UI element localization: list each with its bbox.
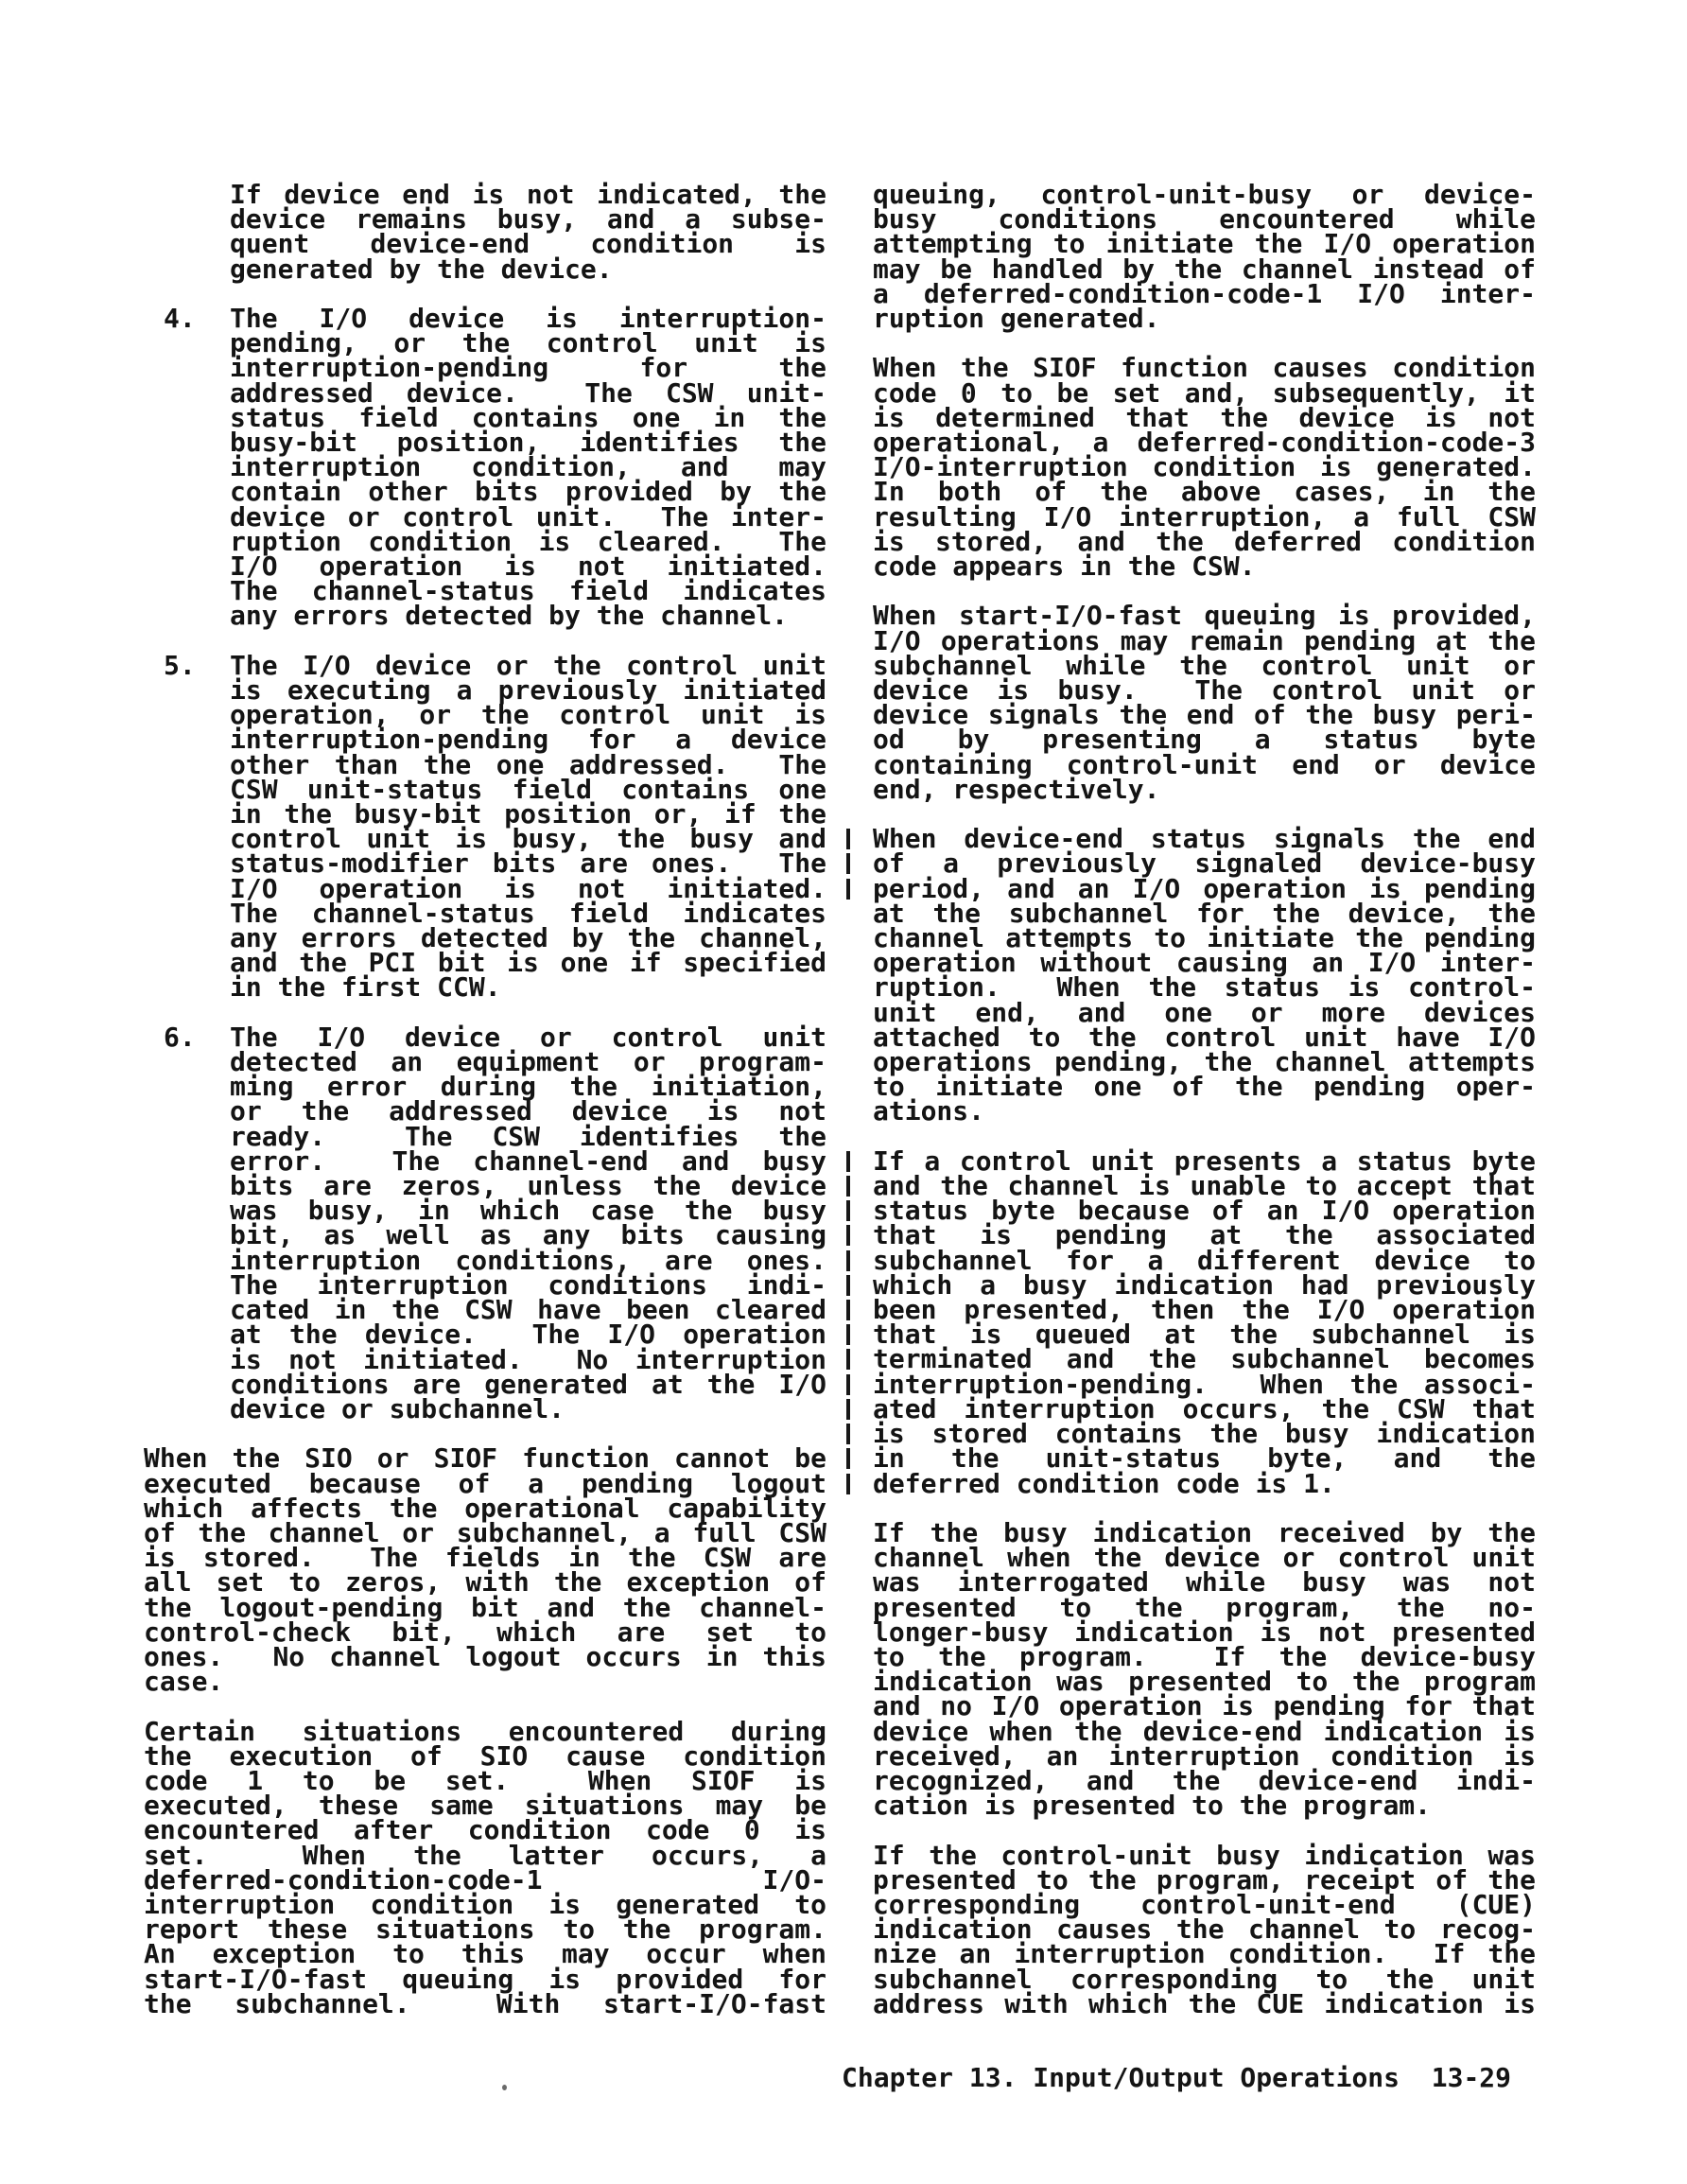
text-line: indication causes the channel to recog- (873, 1913, 1536, 1946)
text-line: ations. (873, 1095, 985, 1127)
numbered-item (144, 303, 826, 632)
text-line: code 1 to be set. When SIOF is (144, 1764, 826, 1796)
text-line: If the control-unit busy indication was (873, 1839, 1536, 1871)
text-line: The I/O device or control unit (230, 1021, 826, 1053)
text-line: is determined that the device is not (873, 401, 1536, 433)
paragraph (873, 600, 1536, 805)
list-item-number: 4. (164, 303, 196, 334)
text-line-changed: and the channel is unable to accept that (873, 1170, 1536, 1202)
text-line: subchannel corresponding to the unit (873, 1963, 1536, 1995)
text-line: control unit is busy, the busy and (230, 823, 826, 855)
text-line: operational, a deferred-condition-code-3 (873, 427, 1536, 459)
paragraph (873, 1839, 1536, 2019)
numbered-item (144, 649, 826, 1004)
text-line: the execution of SIO cause condition (144, 1739, 826, 1772)
text-line: cated in the CSW have been cleared (230, 1294, 826, 1326)
text-line: conditions are generated at the I/O (230, 1368, 826, 1400)
text-line: detected an equipment or program- (230, 1046, 826, 1078)
paragraph (144, 1442, 826, 1698)
text-line: presented to the program, receipt of the (873, 1863, 1536, 1896)
text-line: recognized, and the device-end indi- (873, 1764, 1536, 1796)
text-line: subchannel while the control unit or (873, 649, 1536, 681)
text-line-changed: of a previously signaled device-busy (873, 847, 1536, 880)
text-line: set. When the latter occurs, a (144, 1839, 826, 1871)
text-line: in the first CCW. (230, 971, 501, 1004)
text-line: operation without causing an I/O inter- (873, 947, 1536, 979)
text-line: attached to the control unit have I/O (873, 1021, 1536, 1053)
text-line: interruption condition is generated to (144, 1888, 826, 1920)
text-line: deferred-condition-code-1 I/O- (144, 1863, 826, 1896)
text-line: device is busy. The control unit or (873, 674, 1536, 707)
text-line: queuing, control-unit-busy or device- (873, 179, 1536, 210)
text-line: The interruption conditions indi- (230, 1268, 826, 1301)
list-item-number: 5. (164, 649, 196, 681)
text-line-changed: terminated and the subchannel becomes (873, 1343, 1536, 1375)
text-line: any errors detected by the channel, (230, 922, 826, 954)
text-line: ruption condition is cleared. The (230, 525, 826, 557)
text-line: When the SIOF function causes condition (873, 352, 1536, 384)
text-line-changed: status byte because of an I/O operation (873, 1195, 1536, 1227)
text-line: of the channel or subchannel, a full CSW (144, 1516, 826, 1548)
text-line: is not initiated. No interruption (230, 1343, 826, 1375)
text-line: interruption-pending for a device (230, 724, 826, 756)
numbered-item (144, 1021, 826, 1424)
text-line: The channel-status field indicates (230, 575, 826, 607)
text-line: code 0 to be set and, subsequently, it (873, 376, 1536, 409)
text-line: channel attempts to initiate the pending (873, 922, 1536, 954)
text-line: any errors detected by the channel. (230, 600, 789, 632)
text-line: I/O operation is not initiated. (230, 550, 826, 583)
text-line: is stored, and the deferred condition (873, 525, 1536, 557)
text-line: presented to the program, the no- (873, 1591, 1536, 1623)
text-line: operation, or the control unit is (230, 699, 826, 731)
text-line-changed: in the unit-status byte, and the (873, 1442, 1536, 1475)
text-line: device or control unit. The inter- (230, 500, 826, 533)
text-line-changed: is stored contains the busy indication (873, 1418, 1536, 1450)
text-line: may be handled by the channel instead of (873, 253, 1536, 285)
text-line: bits are zeros, unless the device (230, 1170, 826, 1202)
text-line-changed: ated interruption occurs, the CSW that (873, 1392, 1536, 1424)
text-line: If the busy indication received by the (873, 1516, 1536, 1548)
text-line: status-modifier bits are ones. The (230, 847, 826, 880)
text-line: I/O-interruption condition is generated. (873, 451, 1536, 483)
text-line: generated by the device. (230, 253, 613, 285)
text-line: to the program. If the device-busy (873, 1640, 1536, 1672)
paragraph (144, 1715, 826, 2019)
text-line-changed: When device-end status signals the end (873, 823, 1536, 855)
text-line: cation is presented to the program. (873, 1790, 1432, 1822)
text-line: contain other bits provided by the (230, 476, 826, 508)
text-line: unit end, and one or more devices (873, 996, 1536, 1028)
text-line: The I/O device is interruption- (230, 303, 826, 334)
text-line: An exception to this may occur when (144, 1938, 826, 1970)
text-line: ming error during the initiation, (230, 1071, 826, 1103)
text-line-changed: that is queued at the subchannel is (873, 1319, 1536, 1351)
text-line: status field contains one in the (230, 401, 826, 433)
text-line-changed: interruption-pending. When the associ- (873, 1368, 1536, 1400)
text-line: busy-bit position, identifies the (230, 427, 826, 459)
text-line: containing control-unit end or device (873, 748, 1536, 780)
text-line: addressed device. The CSW unit- (230, 376, 826, 409)
text-line: operations pending, the channel attempts (873, 1046, 1536, 1078)
text-line: a deferred-condition-code-1 I/O inter- (873, 277, 1536, 309)
text-line: device when the device-end indication is (873, 1715, 1536, 1747)
text-line: at the device. The I/O operation (230, 1319, 826, 1351)
text-line: busy conditions encountered while (873, 203, 1536, 236)
text-line: end, respectively. (873, 773, 1160, 805)
text-line: report these situations to the program. (144, 1913, 826, 1946)
text-line: Certain situations encountered during (144, 1715, 826, 1747)
paragraph (873, 352, 1536, 583)
text-line: or the addressed device is not (230, 1095, 826, 1127)
text-line: I/O operation is not initiated. (230, 872, 826, 904)
text-line: device signals the end of the busy peri- (873, 699, 1536, 731)
text-line: ruption generated. (873, 303, 1160, 335)
text-line: executed because of a pending logout (144, 1467, 826, 1499)
text-line: corresponding control-unit-end (CUE) (873, 1888, 1536, 1920)
paragraph (873, 823, 1536, 1127)
text-line: address with which the CUE indication is (873, 1987, 1536, 2019)
text-line: control-check bit, which are set to (144, 1616, 826, 1648)
text-line: interruption-pending for the (230, 352, 826, 384)
text-line: start-I/O-fast queuing is provided for (144, 1963, 826, 1995)
text-line: The channel-status field indicates (230, 897, 826, 929)
text-line: longer-busy indication is not presented (873, 1616, 1536, 1648)
text-line-changed: period, and an I/O operation is pending (873, 872, 1536, 904)
text-line: If device end is not indicated, the (230, 179, 826, 210)
text-line: When the SIO or SIOF function cannot be (144, 1442, 826, 1475)
paragraph (873, 179, 1536, 335)
text-line: the subchannel. With start-I/O-fast (144, 1987, 826, 2019)
text-line: ones. No channel logout occurs in this (144, 1640, 826, 1672)
paragraph (873, 1144, 1536, 1499)
text-line-changed: If a control unit presents a status byte (873, 1144, 1536, 1177)
text-line: The I/O device or the control unit (230, 649, 826, 681)
text-line: encountered after condition code 0 is (144, 1814, 826, 1846)
text-line-changed: been presented, then the I/O operation (873, 1294, 1536, 1326)
text-line: was busy, in which case the busy (230, 1195, 826, 1227)
text-line: ruption. When the status is control- (873, 971, 1536, 1004)
text-line: bit, as well as any bits causing (230, 1219, 826, 1251)
text-line: I/O operations may remain pending at the (873, 624, 1536, 656)
text-line: was interrogated while busy was not (873, 1566, 1536, 1599)
text-line: ready. The CSW identifies the (230, 1120, 826, 1152)
paragraph (873, 1516, 1536, 1822)
text-line: executed, these same situations may be (144, 1790, 826, 1822)
text-line: channel when the device or control unit (873, 1542, 1536, 1574)
text-line-changed: subchannel for a different device to (873, 1244, 1536, 1276)
text-line: code appears in the CSW. (873, 550, 1256, 583)
text-line: which affects the operational capability (144, 1492, 826, 1524)
text-line: error. The channel-end and busy (230, 1144, 826, 1177)
scan-speck (502, 2085, 507, 2090)
page-footer: Chapter 13. Input/Output Operations 13-29 (842, 2062, 1512, 2093)
text-line: device remains busy, and a subse- (230, 203, 826, 236)
text-line: interruption condition, and may (230, 451, 826, 483)
left-column (144, 179, 826, 2019)
text-line-changed: that is pending at the associated (873, 1219, 1536, 1251)
paragraph (144, 179, 826, 285)
text-line-changed: which a busy indication had previously (873, 1268, 1536, 1301)
text-line: other than the one addressed. The (230, 748, 826, 780)
text-line: od by presenting a status byte (873, 724, 1536, 756)
text-line: and the PCI bit is one if specified (230, 947, 826, 979)
text-line: indication was presented to the program (873, 1666, 1536, 1698)
text-line: device or subchannel. (230, 1392, 565, 1424)
text-line: CSW unit-status field contains one (230, 773, 826, 805)
text-line: to initiate one of the pending oper- (873, 1071, 1536, 1103)
text-line: resulting I/O interruption, a full CSW (873, 500, 1536, 533)
text-line: at the subchannel for the device, the (873, 897, 1536, 929)
right-column (873, 179, 1536, 2019)
text-line: In both of the above cases, in the (873, 476, 1536, 508)
text-line: When start-I/O-fast queuing is provided, (873, 600, 1536, 632)
text-line: nize an interruption condition. If the (873, 1938, 1536, 1970)
text-line: case. (144, 1666, 224, 1698)
text-line: the logout-pending bit and the channel- (144, 1591, 826, 1623)
text-line: quent device-end condition is (230, 228, 826, 260)
text-line: received, an interruption condition is (873, 1739, 1536, 1772)
text-line: all set to zeros, with the exception of (144, 1566, 826, 1599)
text-line: interruption conditions, are ones. (230, 1244, 826, 1276)
text-line: is executing a previously initiated (230, 674, 826, 707)
text-line: is stored. The fields in the CSW are (144, 1542, 826, 1574)
list-item-number: 6. (164, 1021, 196, 1053)
text-line: pending, or the control unit is (230, 327, 826, 359)
text-line: and no I/O operation is pending for that (873, 1690, 1536, 1722)
text-line-changed: deferred condition code is 1. (873, 1472, 1536, 1496)
text-line: in the busy-bit position or, if the (230, 798, 826, 830)
text-line: attempting to initiate the I/O operation (873, 228, 1536, 260)
